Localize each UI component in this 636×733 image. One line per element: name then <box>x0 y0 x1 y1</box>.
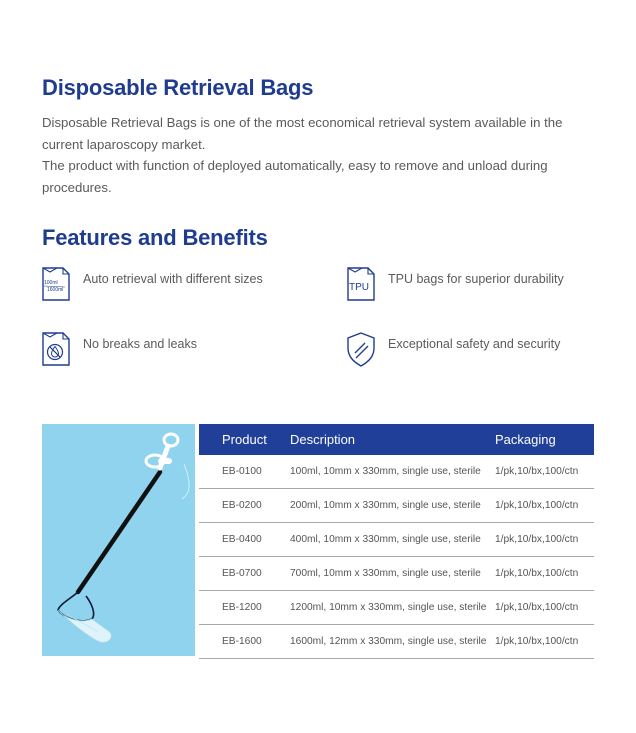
cell-packaging: 1/pk,10/bx,100/ctn <box>495 602 579 613</box>
cell-product: EB-0200 <box>222 500 262 511</box>
feature-item-sizes <box>41 266 263 302</box>
features-title: Features and Benefits <box>42 225 268 250</box>
feature-label: No breaks and leaks <box>83 337 197 351</box>
table-row <box>199 625 594 659</box>
cell-description: 1600ml, 12mm x 330mm, single use, sterile <box>290 636 487 647</box>
cell-description: 100ml, 10mm x 330mm, single use, sterile <box>290 466 481 477</box>
size-bottom-label: 1600ml <box>47 287 64 293</box>
cell-description: 700ml, 10mm x 330mm, single use, sterile <box>290 568 481 579</box>
table-header <box>199 424 594 455</box>
cell-description: 1200ml, 10mm x 330mm, single use, sterile <box>290 602 487 613</box>
tpu-label: TPU <box>349 282 369 293</box>
intro-text <box>42 112 602 198</box>
feature-item-tpu <box>346 266 564 302</box>
table-row <box>199 591 594 625</box>
shield-icon <box>346 331 376 367</box>
column-header-packaging: Packaging <box>495 432 556 447</box>
feature-item-no-leak <box>41 331 197 367</box>
cell-product: EB-0400 <box>222 534 262 545</box>
product-table <box>199 424 594 659</box>
feature-label: Auto retrieval with different sizes <box>83 272 263 286</box>
intro-line-2: The product with function of deployed automatically, easy to remove and unload during procedures. <box>42 158 548 195</box>
cell-product: EB-1600 <box>222 636 262 647</box>
cell-product: EB-0100 <box>222 466 262 477</box>
intro-line-1: Disposable Retrieval Bags is one of the most economical retrieval system available in the current laparoscopy market. <box>42 115 563 152</box>
cell-description: 200ml, 10mm x 330mm, single use, sterile <box>290 500 481 511</box>
product-image <box>42 424 195 656</box>
retrieval-bag-illustration <box>42 424 195 656</box>
cell-packaging: 1/pk,10/bx,100/ctn <box>495 568 579 579</box>
table-row <box>199 489 594 523</box>
feature-item-safety <box>346 331 560 367</box>
no-leak-icon <box>41 331 71 367</box>
cell-description: 400ml, 10mm x 330mm, single use, sterile <box>290 534 481 545</box>
size-bag-icon <box>41 266 71 302</box>
cell-packaging: 1/pk,10/bx,100/ctn <box>495 534 579 545</box>
feature-label: Exceptional safety and security <box>388 337 561 351</box>
table-row <box>199 523 594 557</box>
column-header-product: Product <box>222 432 267 447</box>
cell-product: EB-0700 <box>222 568 262 579</box>
cell-packaging: 1/pk,10/bx,100/ctn <box>495 500 579 511</box>
cell-packaging: 1/pk,10/bx,100/ctn <box>495 466 579 477</box>
cell-product: EB-1200 <box>222 602 262 613</box>
column-header-description: Description <box>290 432 356 447</box>
table-row <box>199 455 594 489</box>
size-top-label: 100ml <box>44 280 58 286</box>
table-row <box>199 557 594 591</box>
cell-packaging: 1/pk,10/bx,100/ctn <box>495 636 579 647</box>
feature-label: TPU bags for superior durability <box>388 272 564 286</box>
page-title: Disposable Retrieval Bags <box>42 75 314 100</box>
tpu-bag-icon <box>346 266 376 302</box>
